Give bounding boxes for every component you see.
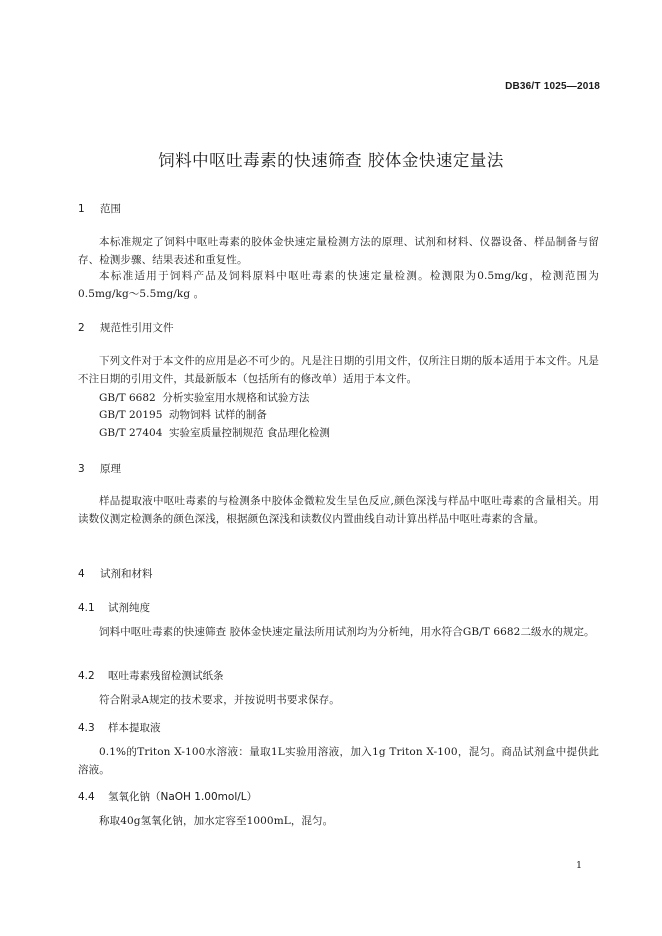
section-number: 4.1 — [78, 602, 95, 614]
paragraph: 符合附录A规定的技术要求，并按说明书要求保存。 — [99, 694, 340, 706]
reference-item: GB/T 27404 实验室质量控制规范 食品理化检测 — [99, 427, 330, 439]
section-title: 呕吐毒素残留检测试纸条 — [108, 670, 224, 682]
section-title: 试剂和材料 — [100, 568, 153, 580]
page-number: 1 — [575, 860, 582, 871]
section-number: 2 — [78, 322, 85, 334]
reference-item: GB/T 20195 动物饲料 试样的制备 — [99, 409, 267, 421]
section-number: 4.3 — [78, 722, 95, 734]
section-1-heading — [78, 201, 121, 216]
paragraph: 本标准规定了饲料中呕吐毒素的胶体金快速定量检测方法的原理、试剂和材料、仪器设备、样品制备与留存、检测步骤、结果表述和重复性。 — [78, 236, 599, 266]
section-number: 1 — [78, 203, 85, 215]
paragraph: 0.1%的Triton X-100水溶液：量取1L实验用溶液，加入1g Triton X-100，混匀。商品试剂盒中提供此溶液。 — [78, 746, 599, 776]
section-4-3-heading — [78, 720, 161, 735]
section-2-heading — [78, 320, 174, 335]
section-title: 规范性引用文件 — [100, 322, 174, 334]
section-number: 4.2 — [78, 670, 95, 682]
section-number: 4.4 — [78, 791, 95, 803]
section-title: 试剂纯度 — [108, 602, 150, 614]
paragraph: 下列文件对于本文件的应用是必不可少的。凡是注日期的引用文件，仅所注日期的版本适用于本文件。凡是不注日期的引用文件，其最新版本（包括所有的修改单）适用于本文件。 — [78, 355, 599, 385]
reference-item: GB/T 6682 分析实验室用水规格和试验方法 — [99, 392, 310, 404]
section-3-heading — [78, 461, 121, 476]
section-title: 范围 — [100, 203, 121, 215]
paragraph: 本标准适用于饲料产品及饲料原料中呕吐毒素的快速定量检测。检测限为0.5mg/kg，检测范围为0.5mg/kg～5.5mg/kg 。 — [78, 270, 599, 300]
paragraph: 饲料中呕吐毒素的快速筛查 胶体金快速定量法所用试剂均为分析纯，用水符合GB/T 6682二级水的规定。 — [99, 626, 595, 638]
section-title: 氢氧化钠（NaOH 1.00mol/L） — [108, 791, 258, 803]
section-number: 3 — [78, 463, 85, 475]
paragraph: 称取40g氢氧化钠，加水定容至1000mL，混匀。 — [99, 815, 334, 827]
document-number: DB36/T 1025—2018 — [505, 81, 600, 92]
section-4-1-heading — [78, 600, 150, 615]
document-title: 饲料中呕吐毒素的快速筛查 胶体金快速定量法 — [158, 151, 504, 170]
section-title: 原理 — [100, 463, 121, 475]
section-4-heading — [78, 566, 153, 581]
section-4-4-heading — [78, 789, 257, 804]
section-4-2-heading — [78, 668, 224, 683]
section-number: 4 — [78, 568, 85, 580]
paragraph: 样品提取液中呕吐毒素的与检测条中胶体金微粒发生呈色反应,颜色深浅与样品中呕吐毒素的含量相关。用读数仪测定检测条的颜色深浅，根据颜色深浅和读数仪内置曲线自动计算出样品中呕吐毒素的含量。 — [78, 495, 599, 525]
section-title: 样本提取液 — [108, 722, 161, 734]
